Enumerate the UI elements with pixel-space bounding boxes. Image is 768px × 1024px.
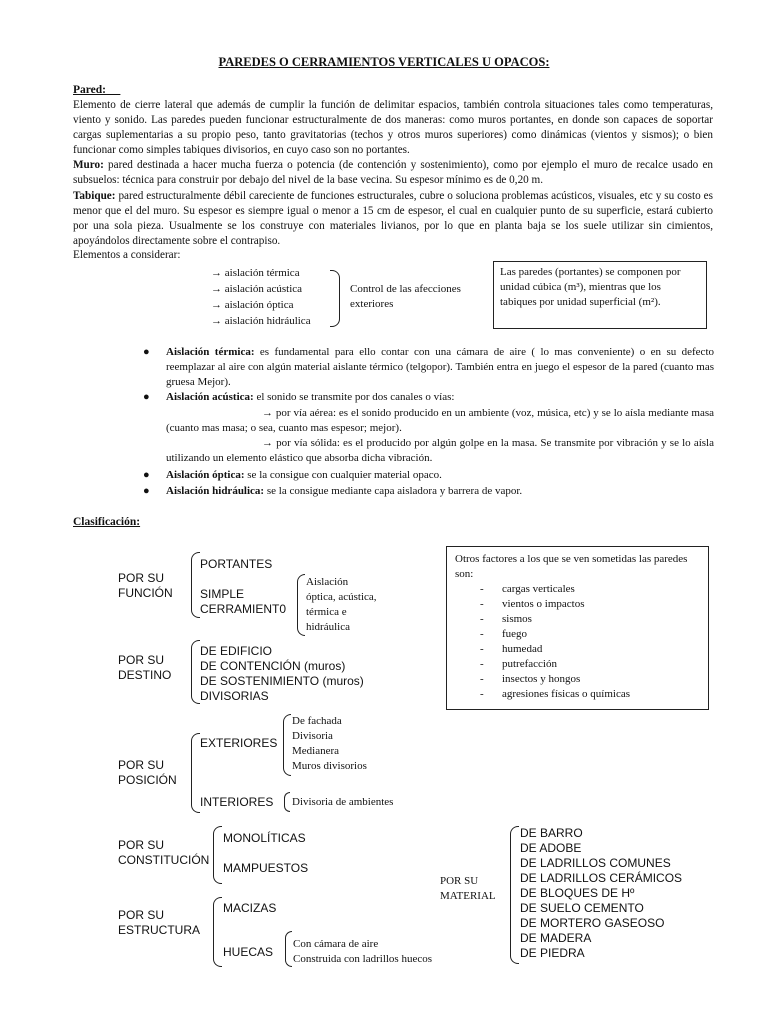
funcion-brace [191,552,200,618]
control-afecciones: Control de las afecciones exteriores [350,283,461,310]
termica-paragraph [166,345,714,390]
hidraulica-text: se la consigue mediante capa aisladora y barrera de vapor. [264,485,523,497]
otros-item: - fuego [455,627,700,642]
otros-intro: Otros factores a los que se ven sometidas las paredes son: [455,553,688,580]
bullet-dot: ● [143,485,150,497]
termica-term: Aislación térmica: [166,346,255,358]
posicion-brace [191,733,200,813]
interiores-brace [284,792,290,812]
huecas-brace [285,931,292,967]
acustica-text: el sonido se transmite por dos canales o vías: [253,391,455,403]
destino-brace [191,640,200,704]
destino-items: DE EDIFICIO DE CONTENCIÓN (muros) DE SOSTENIMIENTO (muros) DIVISORIAS [200,644,364,703]
otros-factores-box [446,546,709,710]
optica-paragraph [166,468,714,483]
bullet-dot: ● [143,346,150,358]
interiores-item: Divisoria de ambientes [292,796,394,808]
constitucion-mampuestos: MAMPUESTOS [223,861,309,875]
muro-paragraph [73,158,713,188]
funcion-simple: SIMPLE CERRAMIENT0 [200,587,287,616]
funcion-sub: Aislación óptica, acústica, térmica e hidráulica [306,576,377,633]
funcion-label: POR SU FUNCIÓN [118,571,173,600]
muro-text: pared destinada a hacer mucha fuerza o potencia (de contención y sostenimiento), como por ejemplo el muro de recalce usado en subsuelos: técnica para construir por debajo del nivel de la base vecina. Su espesor mínimo es de 0,20 m. [73,159,713,186]
estructura-brace [213,897,222,967]
optica-term: Aislación óptica: [166,469,245,481]
elementos-item: → aislación óptica [211,299,294,311]
termica-text: es fundamental para ello contar con una cámara de aire ( lo mas conveniente) o en su defecto reemplazar al aire con algún material aislante térmico (telgopor). También entra en juego el espesor de la pared (cuanto mas gruesa Mejor). [166,346,714,388]
otros-item: - humedad [455,642,700,657]
bullet-dot: ● [143,469,150,481]
muro-term: Muro: [73,159,104,171]
hidraulica-term: Aislación hidráulica: [166,485,265,497]
acustica-solida: → por vía sólida: es el producido por algún golpe en la masa. Se transmite por vibración y se lo aísla utilizando un elemento elástico que absorba dicha vibración. [166,437,714,464]
paredes-note-box: Las paredes (portantes) se componen por unidad cúbica (m³), mientras que los tabiques por unidad superficial (m²). [493,261,707,329]
hidraulica-paragraph [166,484,714,499]
estructura-huecas: HUECAS [223,945,274,959]
elementos-item: → aislación acústica [211,283,303,295]
bullet-dot: ● [143,391,150,403]
destino-label: POR SU DESTINO [118,653,172,682]
exteriores-items: De fachada Divisoria Medianera Muros divisorios [292,715,367,772]
constitucion-label: POR SU CONSTITUCIÓN [118,838,210,867]
exteriores-brace [283,714,291,776]
otros-item: - vientos o impactos [455,597,700,612]
elementos-brace [330,270,340,327]
otros-item: - putrefacción [455,657,700,672]
constitucion-monoliticas: MONOLÍTICAS [223,831,306,845]
tabique-text: pared estructuralmente débil careciente de funciones estructurales, cubre o soluciona problemas acústicos, visuales, etc y su costo es menor que el del muro. Su espesor es siempre igual o menor a 15 cm de espesor, el cual en cualquier punto de su superficie, estará cubierto por una sola pieza. Usualmente se los construye con materiales livianos, por lo que en planta baja se los suele utilizar sin cimientos, apoyándolos directamente sobre el contrapiso. [73,190,713,247]
tabique-paragraph [73,189,713,249]
elementos-item: → aislación hidráulica [211,315,311,327]
constitucion-brace [213,826,222,884]
simple-brace [297,574,305,636]
otros-item: - insectos y hongos [455,672,700,687]
pared-text: Elemento de cierre lateral que además de cumplir la función de delimitar espacios, también controla situaciones tales como temperaturas, viento y sonido. Las paredes pueden funcionar estructuralmente de dos maneras: como muros portantes, en donde son capaces de soportar cargas suplementarias a su propio peso, tanto gravitatorias (techos y otros muros superiores) como dinámicas (vientos y sismos); o bien funcionar como simples tabiques divisorios, en cuyo caso son no portantes. [73,99,713,156]
material-items: DE BARRO DE ADOBE DE LADRILLOS COMUNES DE LADRILLOS CERÁMICOS DE BLOQUES DE Hº DE SUELO CEMENTO DE MORTERO GASEOSO DE MADERA DE PIEDRA [520,826,683,960]
posicion-exteriores: EXTERIORES [200,736,278,750]
otros-item: - sismos [455,612,700,627]
page-title: PAREDES O CERRAMIENTOS VERTICALES U OPACOS: [218,55,550,69]
acustica-aerea: → por vía aérea: es el sonido producido en un ambiente (voz, música, etc) y se lo aísla mediante masa (cuanto mas masa; o sea, cuanto mas espesor; mejor). [166,407,714,434]
posicion-label: POR SU POSICIÓN [118,758,177,787]
posicion-interiores: INTERIORES [200,795,274,809]
otros-item: - cargas verticales [455,582,700,597]
huecas-items: Con cámara de aire Construida con ladrillos huecos [293,938,433,965]
material-brace [510,826,519,964]
estructura-macizas: MACIZAS [223,901,277,915]
elementos-label: Elementos a considerar: [73,249,181,261]
tabique-term: Tabique: [73,190,116,202]
acustica-paragraph [166,390,714,405]
otros-item: - agresiones físicas o químicas [455,687,700,702]
funcion-portantes: PORTANTES [200,557,273,571]
acustica-term: Aislación acústica: [166,391,254,403]
estructura-label: POR SU ESTRUCTURA [118,908,201,937]
optica-text: se la consigue con cualquier material opaco. [244,469,442,481]
clasificacion-heading: Clasificación: [73,516,141,528]
material-label: POR SU MATERIAL [440,875,496,902]
elementos-item: → aislación térmica [211,267,300,279]
pared-heading: Pared: [73,84,107,96]
